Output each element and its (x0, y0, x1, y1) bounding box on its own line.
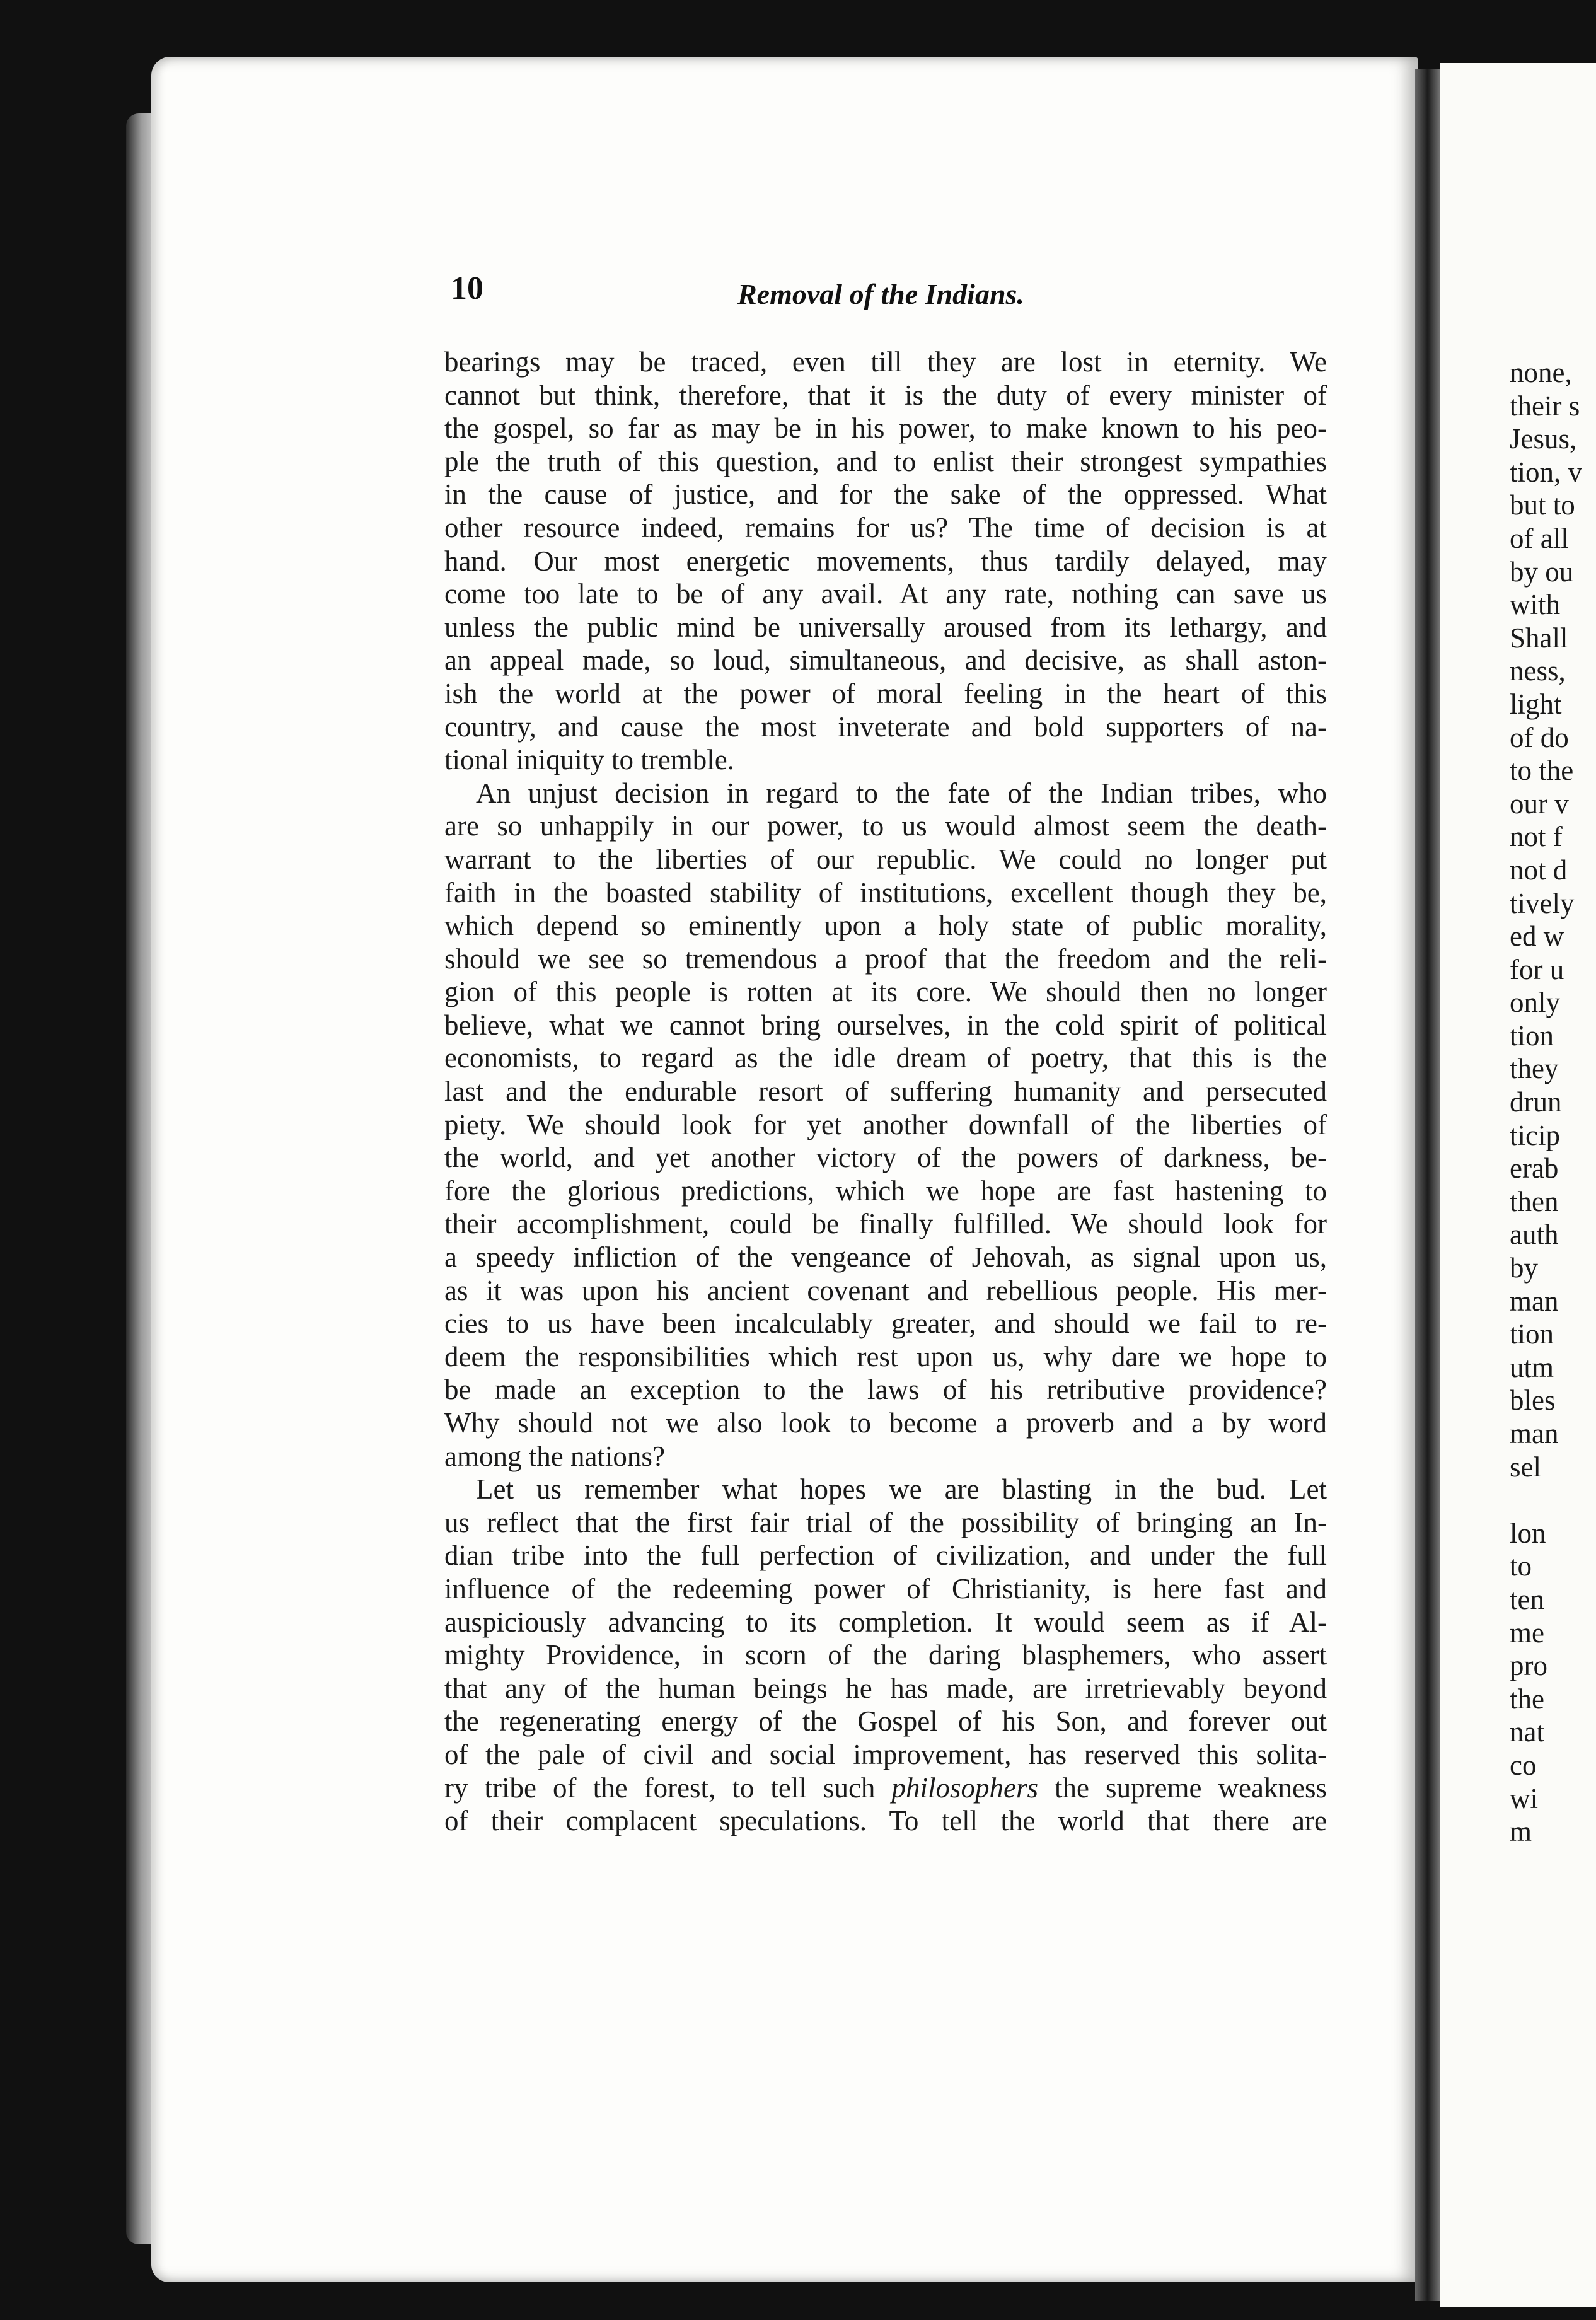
facing-page-fragment: but to (1510, 489, 1575, 521)
text-line: ish the world at the power of moral feeling in the heart of this (444, 677, 1327, 709)
text-line: as it was upon his ancient covenant and rebellious people. His mer- (444, 1274, 1327, 1306)
facing-page-fragment: with (1510, 589, 1561, 621)
facing-page-fragment: for u (1510, 953, 1564, 985)
text-line: fore the glorious predictions, which we hope are fast hastening to (444, 1174, 1327, 1207)
facing-page-fragment: they (1510, 1053, 1559, 1085)
text-line: faith in the boasted stability of institutions, excellent though they be, (444, 876, 1327, 908)
facing-page-fragment: none, (1510, 357, 1572, 388)
book-gutter (1415, 69, 1440, 2301)
text-line: auspiciously advancing to its completion. It would seem as if Al- (444, 1606, 1327, 1638)
facing-page-fragment: wi (1510, 1782, 1538, 1814)
facing-page-fragment: our v (1510, 787, 1569, 820)
text-line: the gospel, so far as may be in his power, to make known to his peo- (444, 412, 1327, 444)
facing-page-fragment: erab (1510, 1152, 1559, 1185)
text-line: economists, to regard as the idle dream of poetry, that this is the (444, 1042, 1327, 1074)
text-line: cies to us have been incalculably greater, and should we fail to re- (444, 1308, 1327, 1340)
text-line: the world, and yet another victory of the powers of darkness, be- (444, 1142, 1327, 1174)
facing-page-fragment: ed w (1510, 920, 1564, 953)
facing-page-fragment: bles (1510, 1384, 1556, 1417)
facing-page-fragment: nat (1510, 1716, 1544, 1748)
text-line: bearings may be traced, even till they are lost in eternity. We (444, 346, 1327, 378)
facing-page-fragment (1510, 1483, 1596, 1517)
text-line: Why should not we also look to become a proverb and a by word (444, 1407, 1327, 1439)
facing-page-fragment: co (1510, 1749, 1537, 1781)
text-line: should we see so tremendous a proof that the freedom and the reli- (444, 942, 1327, 975)
paragraph-start-line: An unjust decision in regard to the fate of the Indian tribes, who (476, 777, 1327, 809)
facing-page-text (1510, 356, 1596, 1848)
facing-page-fragment: ticip (1510, 1119, 1560, 1151)
text-line: which depend so eminently upon a holy state of public morality, (444, 910, 1327, 942)
paragraph-start-line: Let us remember what hopes we are blasting in the bud. Let (476, 1473, 1327, 1505)
text-line: that any of the human beings he has made, are irretrievably beyond (444, 1672, 1327, 1704)
facing-page-fragment: ness, (1510, 655, 1566, 687)
text-line: country, and cause the most inveterate and bold supporters of na- (444, 710, 1327, 743)
text-line: of the pale of civil and social improvement, has reserved this solita- (444, 1738, 1327, 1770)
text-line: believe, what we cannot bring ourselves, in the cold spirit of political (444, 1009, 1327, 1041)
text-line: warrant to the liberties of our republic. We could no longer put (444, 843, 1327, 875)
running-title: Removal of the Indians. (737, 278, 1024, 310)
facing-page-fragment: pro (1510, 1650, 1547, 1682)
facing-page-fragment: of do (1510, 721, 1569, 753)
facing-page-fragment: tion (1510, 1318, 1554, 1350)
text-line: us reflect that the first fair trial of the possibility of bringing an In- (444, 1506, 1327, 1538)
facing-page-fragment: ten (1510, 1583, 1544, 1615)
text-line: their accomplishment, could be finally fulfilled. We should look for (444, 1208, 1327, 1240)
facing-page-fragment: utm (1510, 1351, 1554, 1383)
facing-page-fragment: auth (1510, 1219, 1559, 1251)
facing-page-fragment: man (1510, 1418, 1559, 1449)
facing-page-fragment: by ou (1510, 555, 1574, 588)
text-line: hand. Our most energetic movements, thus tardily delayed, may (444, 545, 1327, 577)
text-line: mighty Providence, in scorn of the daring blasphemers, who assert (444, 1639, 1327, 1671)
paragraph-end-line: tional iniquity to tremble. (444, 744, 734, 776)
text-line: influence of the redeeming power of Christianity, is here fast and (444, 1572, 1327, 1604)
text-line: ple the truth of this question, and to enlist their strongest sympathies (444, 445, 1327, 477)
facing-page-fragment: lon (1510, 1517, 1546, 1549)
text-line: an appeal made, so loud, simultaneous, and decisive, as shall aston- (444, 644, 1327, 676)
facing-page-fragment: man (1510, 1285, 1559, 1317)
facing-page-fragment: drun (1510, 1086, 1562, 1118)
text-line: the regenerating energy of the Gospel of his Son, and forever out (444, 1705, 1327, 1737)
paragraph-end-line: among the nations? (444, 1440, 665, 1472)
text-line: a speedy infliction of the vengeance of Jehovah, as signal upon us, (444, 1241, 1327, 1273)
text-line: in the cause of justice, and for the sake of the oppressed. What (444, 478, 1327, 511)
facing-page-fragment: tively (1510, 887, 1575, 919)
text-line: are so unhappily in our power, to us would almost seem the death- (444, 810, 1327, 842)
facing-page-fragment: me (1510, 1616, 1544, 1649)
page-number: 10 (451, 270, 483, 306)
text-line: cannot but think, therefore, that it is the duty of every minister of (444, 379, 1327, 411)
facing-page-fragment: not d (1510, 854, 1568, 886)
body-text (444, 345, 1327, 1838)
text-line: come too late to be of any avail. At any rate, nothing can save us (444, 578, 1327, 610)
text-line: other resource indeed, remains for us? The time of decision is at (444, 511, 1327, 543)
facing-page-fragment: by (1510, 1252, 1538, 1284)
facing-page-fragment: Jesus, (1510, 423, 1577, 455)
facing-page-fragment: light (1510, 688, 1562, 720)
facing-page-fragment: to the (1510, 755, 1574, 787)
facing-page-fragment: not f (1510, 821, 1563, 853)
facing-page-fragment: to (1510, 1550, 1532, 1582)
text-line: ry tribe of the forest, to tell such philosophers the supreme weakness (444, 1772, 1327, 1804)
facing-page-fragment: only (1510, 987, 1561, 1019)
text-line: dian tribe into the full perfection of civilization, and under the full (444, 1540, 1327, 1572)
facing-page-fragment: m (1510, 1816, 1532, 1848)
text-line: unless the public mind be universally aroused from its lethargy, and (444, 611, 1327, 643)
text-line: last and the endurable resort of suffering humanity and persecuted (444, 1076, 1327, 1108)
facing-page-fragment: of all (1510, 522, 1569, 554)
text-line: of their complacent speculations. To tell the world that there are (444, 1805, 1327, 1837)
text-line: gion of this people is rotten at its core. We should then no longer (444, 976, 1327, 1008)
facing-page-fragment: their s (1510, 390, 1580, 422)
facing-page-fragment: Shall (1510, 622, 1568, 654)
text-line: deem the responsibilities which rest upon us, why dare we hope to (444, 1340, 1327, 1372)
facing-page-fragment: sel (1510, 1451, 1541, 1483)
facing-page-fragment: then (1510, 1185, 1559, 1217)
facing-page-fragment: the (1510, 1683, 1544, 1715)
facing-page-fragment: tion (1510, 1019, 1554, 1052)
text-line: be made an exception to the laws of his retributive providence? (444, 1374, 1327, 1406)
text-line: piety. We should look for yet another downfall of the liberties of (444, 1108, 1327, 1140)
facing-page-fragment: tion, v (1510, 456, 1583, 488)
